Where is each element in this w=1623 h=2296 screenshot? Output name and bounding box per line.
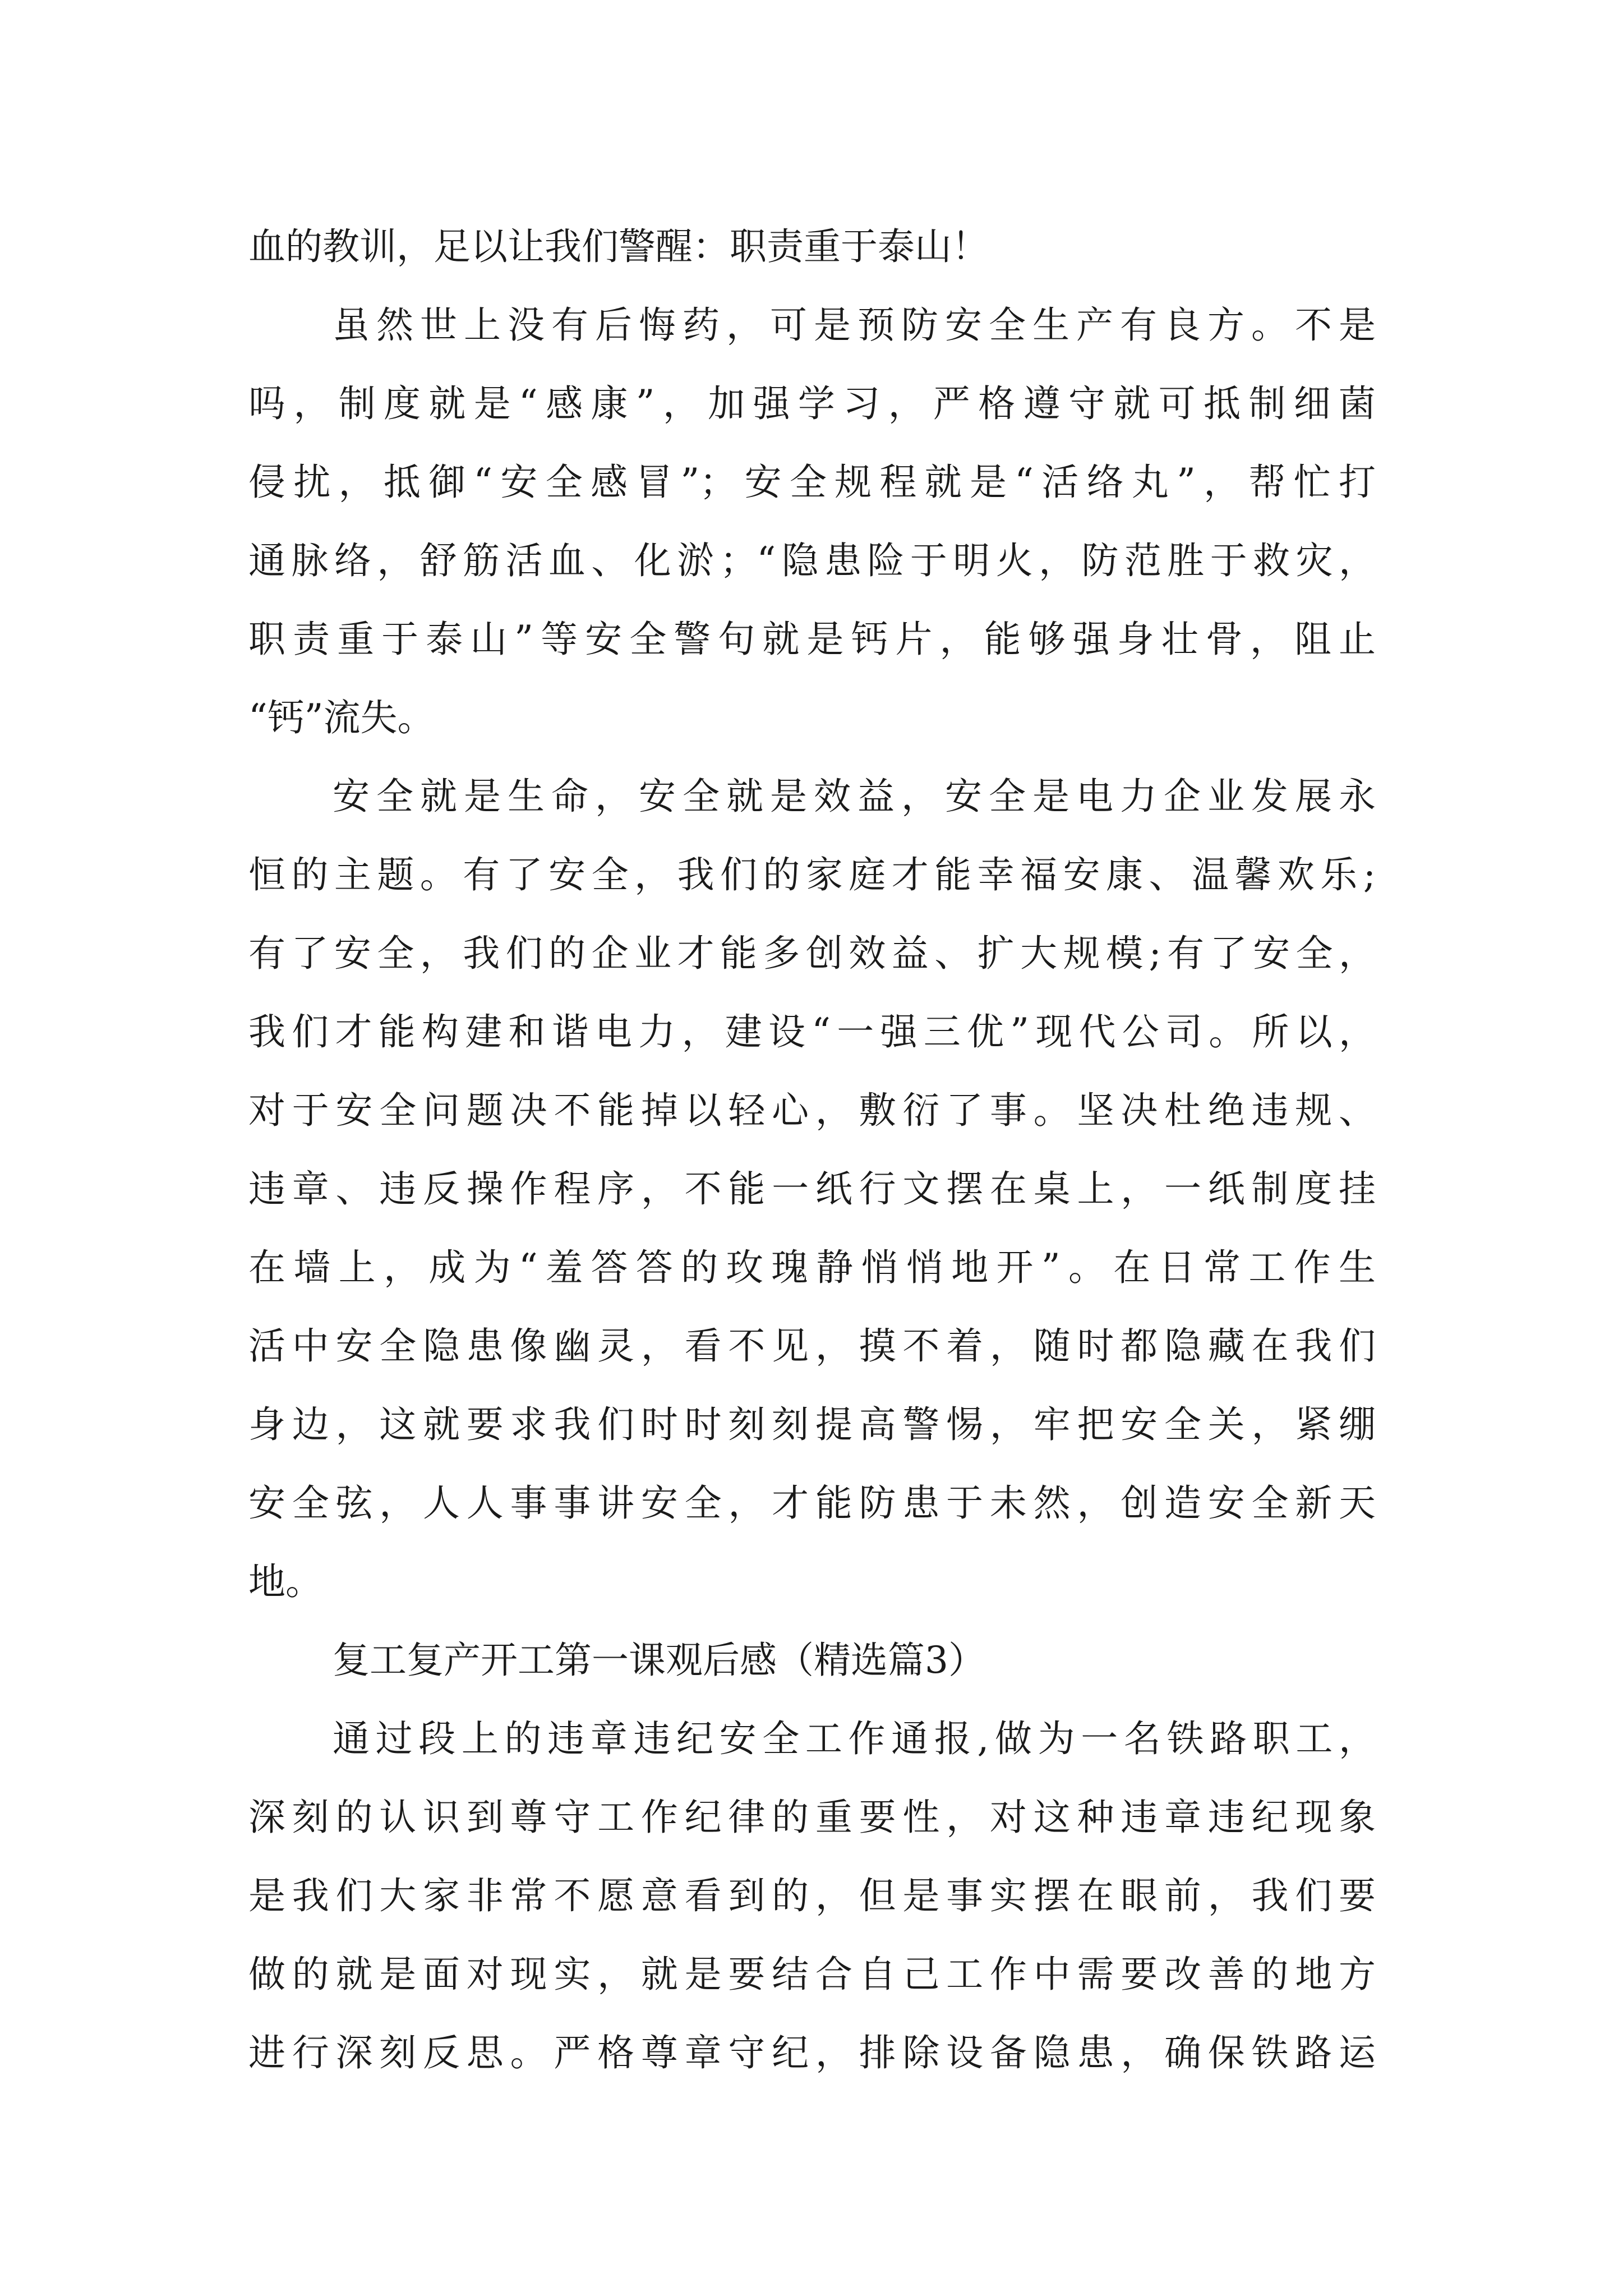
- paragraph-line: 通脉络，舒筋活血、化淤；“隐患险于明火，防范胜于救灾，: [248, 539, 1376, 582]
- paragraph-line: 深刻的认识到尊守工作纪律的重要性，对这种违章违纪现象: [248, 1796, 1376, 1839]
- paragraph-line: 我们才能构建和谐电力，建设“一强三优”现代公司。所以，: [248, 1010, 1376, 1053]
- paragraph-line: 安全弦，人人事事讲安全，才能防患于未然，创造安全新天: [248, 1481, 1376, 1525]
- paragraph-line: “钙”流失。: [248, 696, 435, 739]
- document-body: [248, 208, 1376, 2092]
- paragraph-line: 虽然世上没有后悔药，可是预防安全生产有良方。不是: [333, 303, 1376, 347]
- paragraph-line: 做的就是面对现实，就是要结合自己工作中需要改善的地方: [248, 1953, 1376, 1996]
- paragraph-line: 侵扰，抵御“安全感冒”；安全规程就是“活络丸”，帮忙打: [248, 461, 1376, 504]
- paragraph-line: 在墙上，成为“羞答答的玫瑰静悄悄地开”。在日常工作生: [248, 1246, 1376, 1289]
- paragraph-line: 职责重于泰山”等安全警句就是钙片，能够强身壮骨，阻止: [248, 618, 1376, 661]
- paragraph-line: 通过段上的违章违纪安全工作通报,做为一名铁路职工，: [333, 1717, 1376, 1760]
- section-heading: 复工复产开工第一课观后感（精选篇3）: [333, 1639, 985, 1682]
- paragraph-line: 有了安全，我们的企业才能多创效益、扩大规模;有了安全，: [248, 932, 1376, 975]
- paragraph-line: 血的教训，足以让我们警醒：职责重于泰山！: [248, 225, 989, 268]
- paragraph-line: 违章、违反操作程序，不能一纸行文摆在桌上，一纸制度挂: [248, 1167, 1376, 1211]
- paragraph-line: 是我们大家非常不愿意看到的，但是事实摆在眼前，我们要: [248, 1874, 1376, 1917]
- paragraph-line: 恒的主题。有了安全，我们的家庭才能幸福安康、温馨欢乐;: [248, 853, 1376, 896]
- paragraph-line: 进行深刻反思。严格尊章守纪，排除设备隐患，确保铁路运: [248, 2031, 1376, 2074]
- paragraph-line: 吗，制度就是“感康”，加强学习，严格遵守就可抵制细菌: [248, 382, 1376, 425]
- paragraph-line: 地。: [248, 1560, 322, 1603]
- paragraph-line: 安全就是生命，安全就是效益，安全是电力企业发展永: [333, 775, 1376, 818]
- paragraph-line: 对于安全问题决不能掉以轻心，敷衍了事。坚决杜绝违规、: [248, 1089, 1376, 1132]
- paragraph-line: 身边，这就要求我们时时刻刻提高警惕，牢把安全关，紧绷: [248, 1403, 1376, 1446]
- paragraph-line: 活中安全隐患像幽灵，看不见，摸不着，随时都隐藏在我们: [248, 1324, 1376, 1368]
